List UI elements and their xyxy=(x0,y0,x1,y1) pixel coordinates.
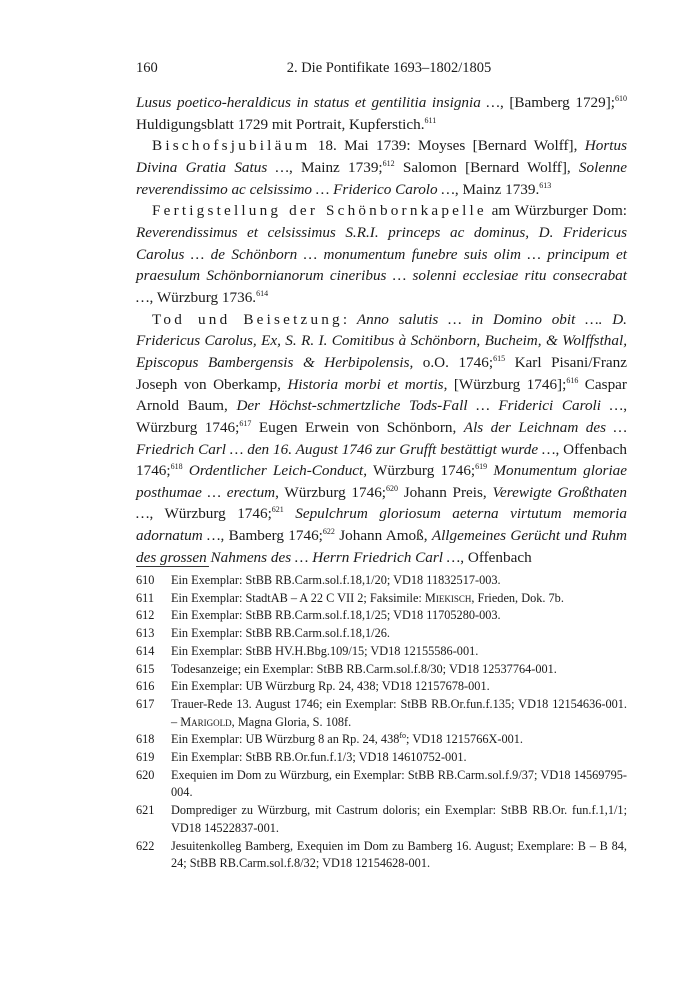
section-heading: Fertigstellung der Schönbornkapelle xyxy=(152,202,487,220)
footnote-ref: 622 xyxy=(322,527,335,537)
footnote-number: 618 xyxy=(136,732,155,747)
footnote xyxy=(136,767,627,802)
footnote xyxy=(136,749,627,767)
footnote xyxy=(136,643,627,661)
footnote xyxy=(136,572,627,590)
section-heading: Tod und Beisetzung xyxy=(152,310,343,328)
paragraph-bischofsjubilaeum: Bischofsjubiläum 18. Mai 1739: Moyses [Bernard Wolff], Hortus Divina Gratia Satus …, Mainz 1739;$^{612}$ Salomon [Bernard Wolff], Solenne reverendissimo ac celsissimo … Friderico Carolo …, Mainz 1739.$^{613}$ xyxy=(136,137,627,198)
footnote-number: 619 xyxy=(136,750,155,765)
italic-title: Sepulchrum gloriosum aeterna virtutum memoria adornatum … xyxy=(136,505,627,545)
italic-title: Verewigte Großthaten … xyxy=(136,483,627,523)
footnote-number: 620 xyxy=(136,767,155,782)
footnote xyxy=(136,590,627,608)
author-name: Miekisch xyxy=(424,590,472,605)
footnote-text: Todesanzeige; ein Exemplar: StBB RB.Carm.sol.f.8/30; VD18 12537764-001. xyxy=(171,661,557,676)
italic-title: Historia morbi et mortis xyxy=(287,375,444,393)
footnote-text: Ein Exemplar: StBB RB.Carm.sol.f.18,1/25; VD18 11705280-003. xyxy=(171,608,501,623)
footnote-text: Jesuitenkolleg Bamberg, Exequien im Dom zu Bamberg 16. August; Exemplare: B – B 84, 24; StBB RB.Carm.sol.f.8/32; VD18 12154628-001. xyxy=(171,838,627,871)
footnote-ref: 615 xyxy=(493,353,506,363)
footnote-ref: 614 xyxy=(256,288,269,298)
footnote xyxy=(136,661,627,679)
footnote-number: 610 xyxy=(136,573,155,587)
italic-title: Solenne reverendissimo ac celsissimo … Friderico Carolo … xyxy=(136,158,627,198)
italic-title: Allgemeines Gerücht und Ruhm des grossen Nahmens des … Herrn Friedrich Carl … xyxy=(136,527,627,566)
footnote-ref: 619 xyxy=(475,462,488,472)
footnote xyxy=(136,696,627,731)
footnote-text: Domprediger zu Würzburg, mit Castrum doloris; ein Exemplar: StBB RB.Or. fun.f.1,1/1; VD18 14522837-001. xyxy=(171,803,627,835)
italic-title: Ordentlicher Leich-Conduct xyxy=(188,462,364,480)
footnote-number: 612 xyxy=(136,608,155,623)
italic-title: Hortus Divina Gratia Satus … xyxy=(136,137,627,176)
footnote-ref: fo xyxy=(399,731,407,741)
italic-title: Anno salutis … in Domino obit …. D. Fridericus Carolus, Ex, S. R. I. Comitibus à Schönborn, Bucheim, & Wolffsthal, Episcopus Bambergensis & Herbipolensis, xyxy=(136,310,627,371)
page-header xyxy=(136,60,580,80)
italic-title: Als der Leichnam des … Friedrich Carl … den 16. August 1746 zur Grufft bestättigt wurde … xyxy=(136,418,627,458)
paragraph-schoenbornkapelle: Fertigstellung der Schönbornkapelle am Würzburger Dom: Reverendissimus et celsissimus S.R.I. princeps ac dominus, D. Fridericus Carolus … de Schönborn … monumentum funebre suis olim … principum et praesulum Schönbornianorum cineribus … solenni ecclesiae ritu consecrabat …, Würzburg 1736.$^{614}$ xyxy=(136,202,628,306)
footnote-ref: 616 xyxy=(566,375,579,385)
footnote-number: 622 xyxy=(136,838,155,853)
italic-title: Reverendissimus et celsissimus S.R.I. princeps ac dominus, D. Fridericus Carolus … de Schönborn … monumentum funebre suis olim … principum et praesulum Schönbornianorum cineribus … solenni ecclesiae ritu consecrabat … xyxy=(136,223,627,306)
section-heading: Bischofsjubiläum xyxy=(152,137,311,155)
footnote xyxy=(136,838,627,873)
footnote-number: 611 xyxy=(136,590,154,605)
footnote-text: Ein Exemplar: StBB HV.H.Bbg.109/15; VD18 12155586-001. xyxy=(171,643,479,658)
footnote xyxy=(136,625,627,643)
footnote-text: Ein Exemplar: UB Würzburg Rp. 24, 438; VD18 12157678-001. xyxy=(171,679,490,694)
footnote-number: 613 xyxy=(136,626,155,641)
page-number: 160 xyxy=(136,60,158,76)
footnote-ref: 613 xyxy=(539,180,552,190)
main-text xyxy=(136,92,627,568)
footnote-number: 614 xyxy=(136,643,155,658)
author-name: Marigold xyxy=(180,714,232,729)
footnote-ref: 620 xyxy=(386,483,399,493)
footnote-ref: 621 xyxy=(271,505,284,515)
footnote xyxy=(136,678,627,696)
footnote-ref: 612 xyxy=(382,158,395,168)
paragraph-lusus: Lusus poetico-heraldicus in status et gentilitia insignia …, [Bamberg 1729];$^{610}$ Huldigungsblatt 1729 mit Portrait, Kupferstich.$^{611}$ xyxy=(136,93,628,133)
footnote-ref: 618 xyxy=(170,462,183,472)
footnote-text: Ein Exemplar: StBB RB.Or.fun.f.1/3; VD18 14610752-001. xyxy=(171,750,467,765)
footnote-text: Ein Exemplar: StBB RB.Carm.sol.f.18,1/20; VD18 11832517-003. xyxy=(171,573,501,587)
footnote-number: 617 xyxy=(136,696,155,711)
footnotes xyxy=(136,572,627,873)
paragraph-tod-und-beisetzung: Tod und Beisetzung: Anno salutis … in Domino obit …. D. Fridericus Carolus, Ex, S. R. I. Comitibus à Schönborn, Bucheim, & Wolffsthal, Episcopus Bambergensis & Herbipolensis, o.O. 1746;$^{615}$ Karl Pisani/Franz Joseph von Oberkamp, Historia morbi et mortis, [Würzburg 1746];$^{616}$ Caspar Arnold Baum, Der Höchst-schmertzliche Tods-Fall … Friderici Caroli …, Würzburg 1746;$^{617}$ Eugen Erwein von Schönborn, Als der Leichnam des … Friedrich Carl … den 16. August 1746 zur Grufft bestättigt wurde …, Offenbach 1746;$^{618}$ Ordentlicher Leich-Conduct, Würzburg 1746;$^{619}$ Monumentum gloriae posthumae … erectum, Würzburg 1746;$^{620}$ Johann Preis, Verewigte Großthaten …, Würzburg 1746;$^{621}$ Sepulchrum gloriosum aeterna virtutum memoria adornatum …, Bamberg 1746;$^{622}$ Johann Amoß, Allgemeines Gerücht und Ruhm des grossen Nahmens des … Herrn Friedrich Carl …, Offenbach xyxy=(136,310,628,566)
running-title: 2. Die Pontifikate 1693–1802/1805 xyxy=(286,60,492,76)
footnote-separator xyxy=(136,566,209,567)
italic-title: Der Höchst-schmertzliche Tods-Fall … Friderici Caroli … xyxy=(236,397,624,415)
footnote-text: Ein Exemplar: UB Würzburg 8 an Rp. 24, $438^{fo}$; VD18 1215766X-001. xyxy=(171,731,523,747)
italic-title: Lusus poetico-heraldicus in status et gentilitia insignia … xyxy=(136,94,500,111)
italic-title: Monumentum gloriae posthumae … erectum xyxy=(136,462,628,501)
footnote-text: Ein Exemplar: StadtAB – A 22 C VII 2; Faksimile: Miekisch, Frieden, Dok. 7b. xyxy=(171,590,564,605)
footnote-number: 616 xyxy=(136,679,155,694)
footnote-number: 621 xyxy=(136,803,155,818)
footnote xyxy=(136,802,627,837)
footnote-text: Exequien im Dom zu Würzburg, ein Exemplar: StBB RB.Carm.sol.f.9/37; VD18 14569795-004. xyxy=(171,767,627,800)
footnote-text: Trauer-Rede 13. August 1746; ein Exemplar: StBB RB.Or.fun.f.135; VD18 12154636-001. – Marigold, Magna Gloria, S. 108f. xyxy=(171,696,627,729)
footnote xyxy=(136,731,627,749)
footnote-ref: 611 xyxy=(424,115,437,125)
footnote-number: 615 xyxy=(136,661,155,676)
footnote-ref: 617 xyxy=(239,418,252,428)
footnote-ref: 610 xyxy=(615,93,628,103)
footnote xyxy=(136,607,627,625)
footnote-text: Ein Exemplar: StBB RB.Carm.sol.f.18,1/26. xyxy=(171,626,390,641)
